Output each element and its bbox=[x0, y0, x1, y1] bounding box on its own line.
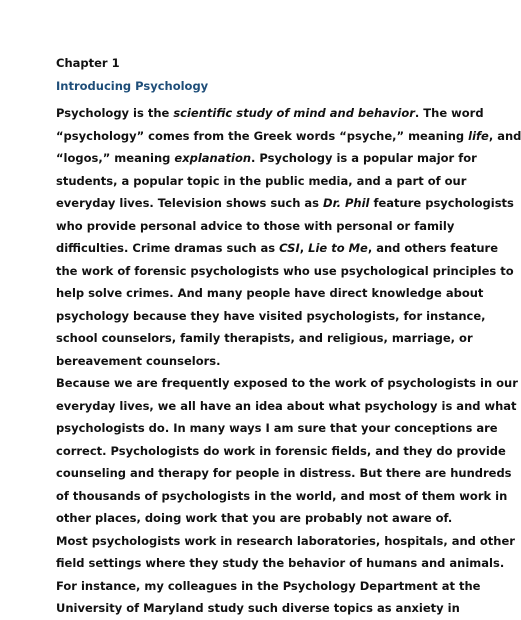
text-run: field settings where they study the behavior of humans and animals. bbox=[56, 556, 505, 570]
text-line bbox=[56, 552, 505, 575]
text-run: help solve crimes. And many people have direct knowledge about bbox=[56, 286, 484, 300]
text-line bbox=[56, 395, 517, 418]
text-run: everyday lives, we all have an idea about what psychology is and what bbox=[56, 398, 517, 413]
text-run: Because we are frequently exposed to the work of psychologists in our bbox=[56, 376, 518, 390]
text-run: “psychology” comes from the Greek words “psyche,” meaning bbox=[56, 128, 469, 143]
text-line bbox=[56, 282, 484, 305]
text-run: “logos,” meaning bbox=[56, 151, 175, 165]
section-heading: Introducing Psychology bbox=[56, 79, 209, 93]
text-run: students, a popular topic in the public media, and a part of our bbox=[56, 173, 467, 188]
text-run: bereavement counselors. bbox=[56, 353, 221, 368]
text-run: , and others feature bbox=[367, 241, 499, 255]
text-run: University of Maryland study such diverse topics as anxiety in bbox=[56, 601, 460, 615]
text-line bbox=[56, 440, 506, 463]
text-run: school counselors, family therapists, and religious, marriage, or bbox=[56, 331, 473, 345]
text-run: , and bbox=[488, 128, 521, 143]
body-paragraph bbox=[56, 372, 518, 530]
italic-text: Dr. Phil bbox=[323, 196, 370, 210]
text-run: Most psychologists work in research laboratories, hospitals, and other bbox=[56, 533, 515, 548]
text-run: of thousands of psychologists in the world, and most of them work in bbox=[56, 488, 508, 503]
body-paragraph bbox=[56, 102, 521, 372]
text-line bbox=[56, 417, 498, 440]
text-line bbox=[56, 102, 484, 125]
text-line bbox=[56, 305, 486, 328]
text-line bbox=[56, 372, 518, 395]
text-line bbox=[56, 215, 455, 238]
text-run: who provide personal advice to those with personal or family bbox=[56, 218, 455, 233]
text-line bbox=[56, 575, 481, 598]
text-line bbox=[56, 327, 473, 350]
text-run: Psychology is the bbox=[56, 106, 174, 120]
italic-text: CSI bbox=[279, 241, 300, 255]
text-line bbox=[56, 507, 453, 530]
document-body bbox=[56, 55, 521, 620]
text-run: . The word bbox=[414, 106, 484, 120]
text-run: correct. Psychologists do work in forensic fields, and they do provide bbox=[56, 443, 506, 458]
text-line bbox=[56, 237, 499, 260]
text-line bbox=[56, 597, 460, 620]
text-line bbox=[56, 147, 477, 170]
text-run: counseling and therapy for people in distress. But there are hundreds bbox=[56, 466, 512, 480]
text-run: For instance, my colleagues in the Psychology Department at the bbox=[56, 578, 481, 593]
text-run: everyday lives. Television shows such as bbox=[56, 196, 324, 210]
text-run: difficulties. Crime dramas such as bbox=[56, 241, 280, 255]
italic-text: life bbox=[468, 128, 489, 143]
text-run: the work of forensic psychologists who use psychological principles to bbox=[56, 263, 514, 278]
text-line bbox=[56, 350, 442, 373]
text-line bbox=[56, 170, 467, 193]
paragraphs bbox=[56, 102, 521, 620]
text-line bbox=[56, 192, 514, 215]
text-run: other places, doing work that you are probably not aware of. bbox=[56, 511, 453, 525]
text-line bbox=[56, 462, 512, 485]
text-line bbox=[56, 125, 521, 148]
text-line bbox=[56, 530, 515, 553]
text-run: psychology because they have visited psychologists, for instance, bbox=[56, 308, 486, 323]
text-run: feature psychologists bbox=[369, 196, 514, 210]
body-paragraph bbox=[56, 530, 515, 620]
text-run: , bbox=[299, 241, 309, 255]
text-line bbox=[56, 260, 514, 283]
text-run: . Psychology is a popular major for bbox=[251, 151, 477, 165]
text-run: psychologists do. In many ways I am sure that your conceptions are bbox=[56, 421, 498, 435]
text-line bbox=[56, 485, 508, 508]
italic-text: explanation bbox=[174, 151, 252, 165]
italic-text: scientific study of mind and behavior bbox=[173, 106, 415, 120]
chapter-label: Chapter 1 bbox=[56, 56, 120, 70]
italic-text: Lie to Me bbox=[308, 241, 368, 255]
